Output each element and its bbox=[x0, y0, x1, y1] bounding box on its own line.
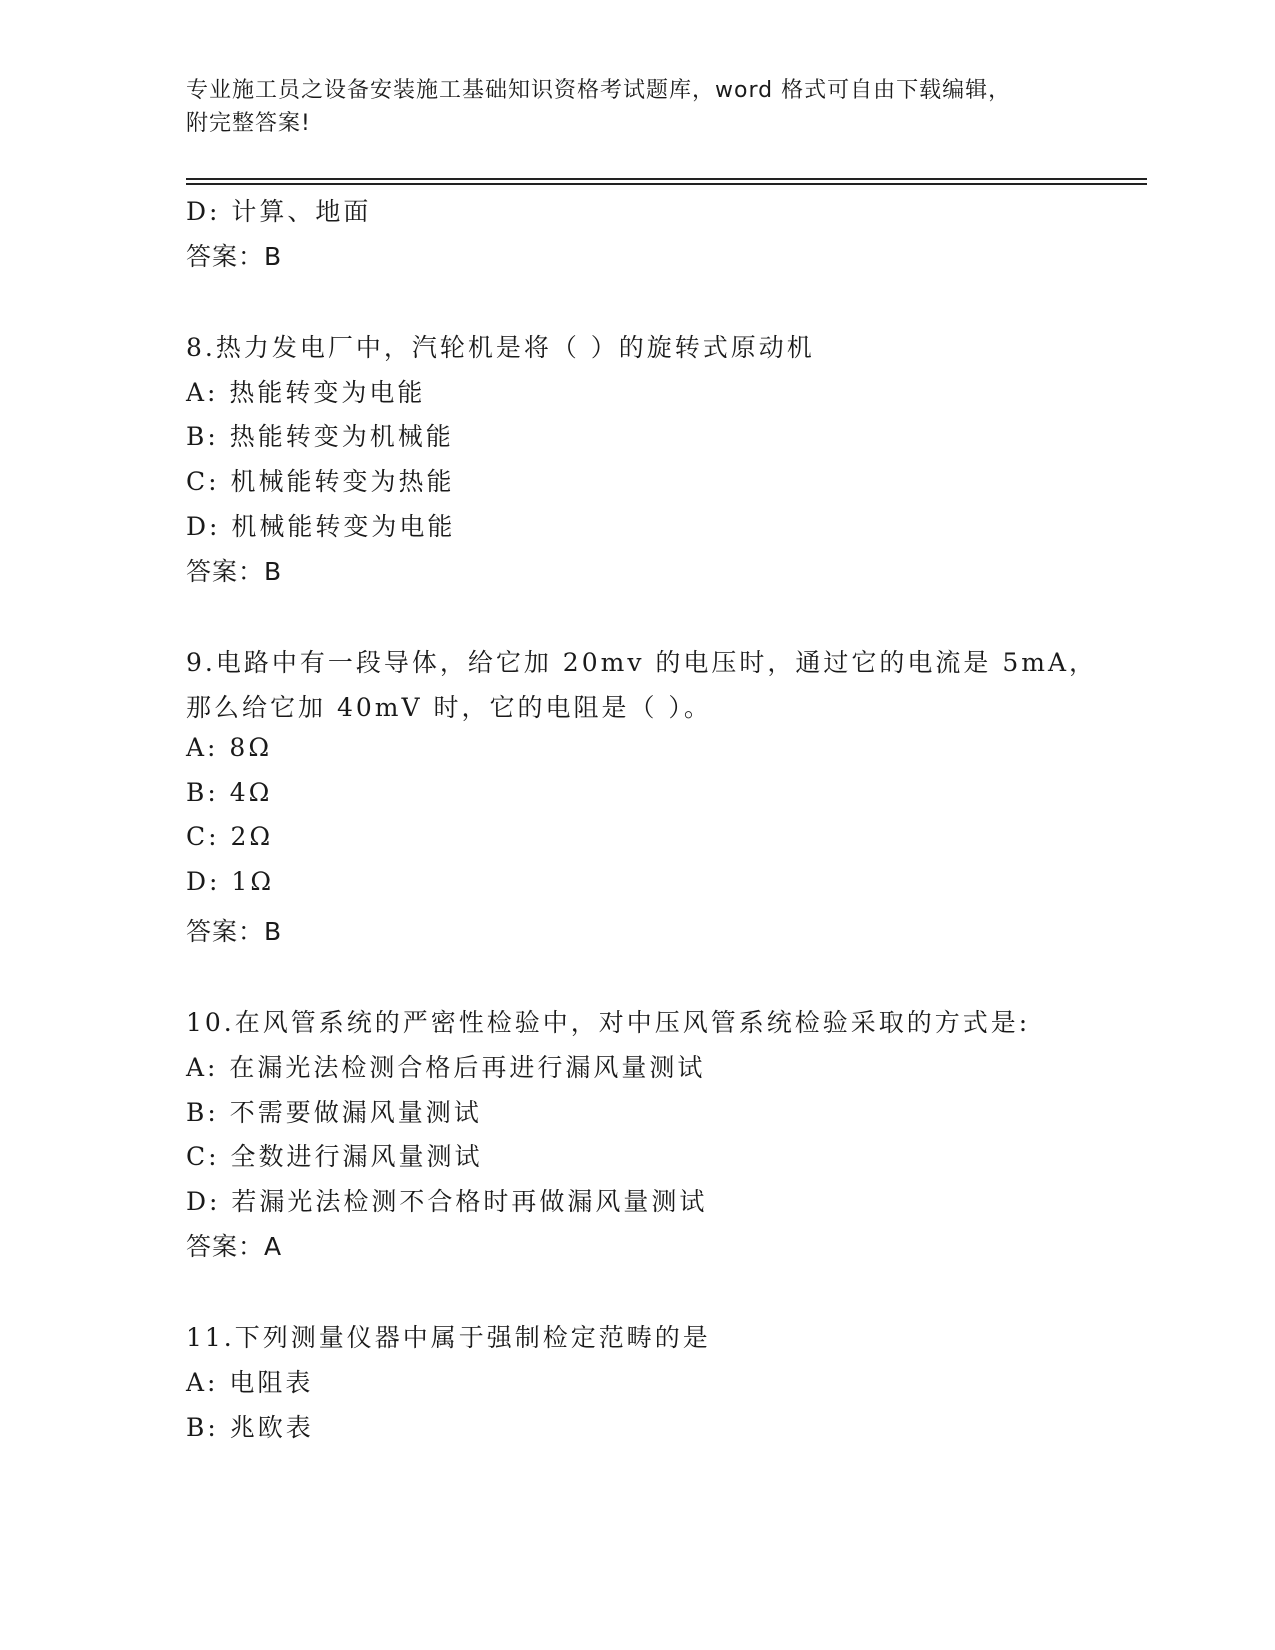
q8-answer: 答案：B bbox=[186, 557, 283, 586]
q9-option-b: B: 4Ω bbox=[186, 778, 273, 807]
q9-question-line-1: 9.电路中有一段导体，给它加 20mv 的电压时，通过它的电流是 5mA， bbox=[186, 648, 1098, 677]
q10-option-a: A: 在漏光法检测合格后再进行漏风量测试 bbox=[186, 1053, 706, 1082]
header-divider-top bbox=[186, 178, 1147, 180]
q11-option-a: A: 电阻表 bbox=[186, 1368, 314, 1397]
q10-option-b: B: 不需要做漏风量测试 bbox=[186, 1098, 482, 1127]
q11-question: 11.下列测量仪器中属于强制检定范畴的是 bbox=[186, 1323, 711, 1352]
q9-option-a: A: 8Ω bbox=[186, 733, 273, 762]
q9-answer: 答案：B bbox=[186, 917, 283, 946]
q9-question-line-2: 那么给它加 40mV 时，它的电阻是（ ）。 bbox=[186, 693, 712, 722]
q8-question: 8.热力发电厂中，汽轮机是将（ ）的旋转式原动机 bbox=[186, 333, 815, 362]
prev-answer: 答案：B bbox=[186, 242, 283, 271]
header-line-1: 专业施工员之设备安装施工基础知识资格考试题库，word 格式可自由下载编辑， bbox=[186, 78, 1012, 103]
header-line-2: 附完整答案! bbox=[186, 111, 311, 136]
q10-answer: 答案：A bbox=[186, 1232, 283, 1261]
prev-option-d: D: 计算、地面 bbox=[186, 197, 372, 226]
q10-option-d: D: 若漏光法检测不合格时再做漏风量测试 bbox=[186, 1187, 708, 1216]
q8-option-c: C: 机械能转变为热能 bbox=[186, 467, 455, 496]
q11-option-b: B: 兆欧表 bbox=[186, 1413, 314, 1442]
q10-option-c: C: 全数进行漏风量测试 bbox=[186, 1142, 483, 1171]
q9-option-c: C: 2Ω bbox=[186, 822, 274, 851]
q8-option-d: D: 机械能转变为电能 bbox=[186, 512, 456, 541]
q9-option-d: D: 1Ω bbox=[186, 867, 275, 896]
q10-question: 10.在风管系统的严密性检验中，对中压风管系统检验采取的方式是: bbox=[186, 1008, 1031, 1037]
q8-option-a: A: 热能转变为电能 bbox=[186, 378, 426, 407]
q8-option-b: B: 热能转变为机械能 bbox=[186, 422, 454, 451]
document-header bbox=[186, 74, 1086, 140]
header-divider-bottom bbox=[186, 183, 1147, 185]
